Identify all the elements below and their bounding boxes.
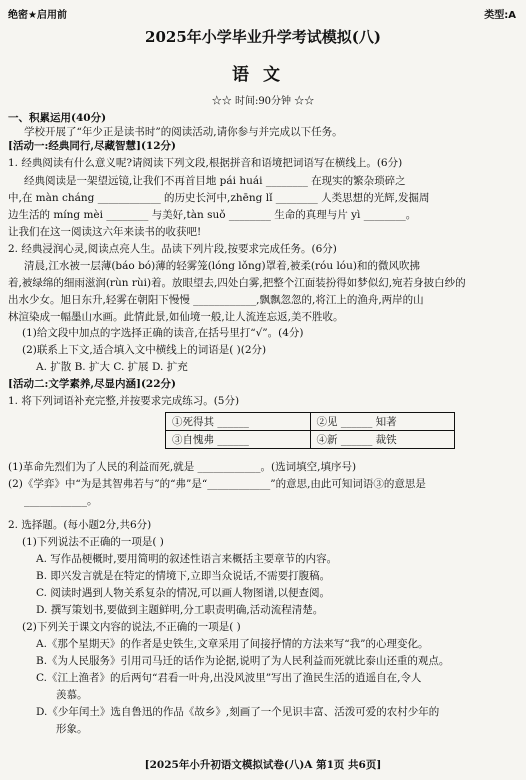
option-line: B. 即兴发言就是在特定的情境下,立即当众说话,不需要打腹稿。: [36, 570, 331, 582]
subject-title: 语文: [232, 65, 294, 85]
option-line: D.《少年闰土》选自鲁迅的作品《故乡》,刻画了一个见识丰富、活泼可爱的农村少年的: [36, 706, 440, 718]
option-line: A.《那个星期天》的作者是史铁生,文章采用了间接抒情的方法来写“我”的心理变化。: [36, 638, 429, 650]
question-text: 2. 选择题。(每小题2分,共6分): [8, 519, 152, 531]
sub-question: (2)下列关于课文内容的说法,不正确的一项是( ): [22, 621, 241, 633]
passage-line: 中,在 màn cháng ____________ 的历史长河中,zhēng lǐ ________ 人类思想的光辉,发掘周: [8, 192, 430, 204]
sub-question: (1)革命先烈们为了人民的利益而死,就是 ____________。(选词填空,填序号): [8, 461, 357, 473]
question-text: 1. 将下列词语补充完整,并按要求完成练习。(5分): [8, 395, 240, 407]
time-info: ☆☆ 时间:90分钟 ☆☆: [211, 96, 315, 107]
activity-heading: [活动一:经典同行,尽藏智慧](12分): [8, 140, 177, 152]
passage-line: 边生活的 míng mèi ________ 与美好,tàn suǒ ________ 生命的真理与片 yì ________。: [8, 209, 417, 221]
option-line: C. 阅读时遇到人物关系复杂的情况,可以画人物图谱,以便查阅。: [36, 587, 331, 599]
option-line: C.《江上渔者》的后两句“君看一叶舟,出没风波里”写出了渔民生活的逍遥自在,令人: [36, 672, 422, 684]
passage-line: 清晨,江水被一层薄(báo bó)薄的轻雾笼(lóng lǒng)罩着,被柔(róu lóu)和的微风吹拂: [24, 260, 420, 272]
paper-type-label: 类型:A: [484, 10, 516, 21]
question-text: 2. 经典浸润心灵,阅读点亮人生。品读下列片段,按要求完成任务。(6分): [8, 243, 337, 255]
idiom-cell[interactable]: ①死得其 ______: [166, 413, 311, 431]
intro-text: 学校开展了“年少正是读书时”的阅读活动,请你参与并完成以下任务。: [24, 126, 343, 138]
question-text: 1. 经典阅读有什么意义呢?请阅读下列文段,根据拼音和语境把词语写在横线上。(6分): [8, 157, 403, 169]
option-line: 形象。: [56, 723, 88, 735]
activity-heading: [活动二:文学素养,尽显内涵](22分): [8, 378, 177, 390]
idiom-cell[interactable]: ③自愧弗 ______: [166, 431, 311, 449]
option-line: 羡慕。: [56, 689, 88, 701]
idiom-table: [165, 412, 455, 449]
passage-line: 让我们在这一阅读这六年来读书的收获吧!: [8, 226, 202, 238]
option-line: D. 撰写策划书,要做到主题鲜明,分工职责明确,活动流程清楚。: [36, 604, 324, 616]
page-footer: [2025年小升初语文模拟试卷(八)A 第1页 共6页]: [144, 759, 382, 771]
answer-blank: ____________。: [24, 495, 98, 507]
passage-line: 林渲染成一幅墨山水画。此情此景,如仙境一般,让人流连忘返,美不胜收。: [8, 311, 344, 323]
sub-question: (2)联系上下文,适合填入文中横线上的词语是( )(2分): [22, 344, 267, 356]
confidential-label: 绝密★启用前: [8, 10, 67, 21]
answer-options: A. 扩散 B. 扩大 C. 扩展 D. 扩充: [36, 361, 188, 373]
option-line: A. 写作品梗概时,要用简明的叙述性语言来概括主要章节的内容。: [36, 553, 338, 565]
sub-question: (1)给文段中加点的字选择正确的读音,在括号里打“√”。(4分): [22, 327, 304, 339]
section-heading: 一、积累运用(40分): [8, 112, 107, 124]
sub-question: (2)《学弈》中“为是其智弗若与”的“弗”是“____________”的意思,由此可知词语③的意思是: [8, 478, 426, 490]
option-line: B.《为人民服务》引用司马迁的话作为论据,说明了为人民利益而死就比泰山还重的观点。: [36, 655, 450, 667]
passage-line: 经典阅读是一架望远镜,让我们不再首目地 pái huái ________ 在现实的繁杂琐碎之: [24, 175, 406, 187]
passage-line: 着,被绿绵的细雨滋润(rùn rùi)着。放眼望去,四处白雾,把整个江面装扮得如梦似幻,宛若身披白纱的: [8, 277, 466, 289]
passage-line: 出水少女。旭日东升,轻雾在朝阳下慢慢 ____________,飘飘忽忽的,将江上的渔舟,两岸的山: [8, 294, 424, 306]
sub-question: (1)下列说法不正确的一项是( ): [22, 536, 164, 548]
exam-title: 2025年小学毕业升学考试模拟(八): [145, 28, 381, 46]
idiom-cell[interactable]: ②见 ______ 知著: [310, 413, 455, 431]
idiom-cell[interactable]: ④新 ______ 裁铁: [310, 431, 455, 449]
